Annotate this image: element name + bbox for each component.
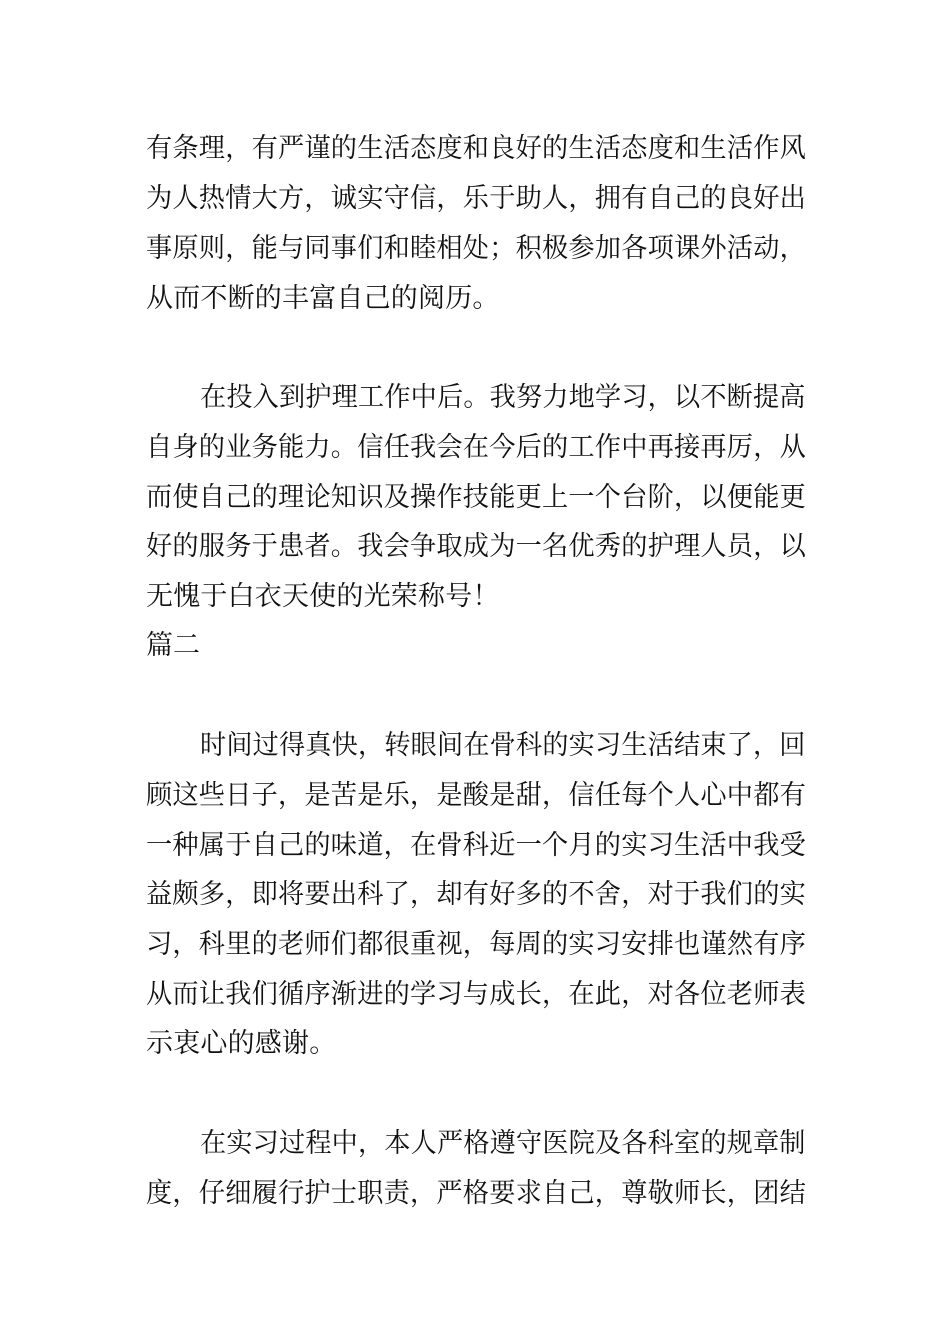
paragraph-3-line-4: 益颇多，即将要出科了，却有好多的不舍，对于我们的实 <box>146 879 807 910</box>
paragraph-2-line-3: 而使自己的理论知识及操作技能更上一个台阶，以便能更 <box>146 482 807 513</box>
paragraph-2-line-1: 在投入到护理工作中后。我努力地学习，以不断提高 <box>200 382 806 413</box>
paragraph-2-line-2: 自身的业务能力。信任我会在今后的工作中再接再厉，从 <box>146 432 807 463</box>
paragraph-3-line-7: 示衷心的感谢。 <box>146 1028 337 1059</box>
paragraph-1-line-3: 事原则，能与同事们和睦相处；积极参加各项课外活动， <box>146 233 807 264</box>
paragraph-1-line-2: 为人热情大方，诚实守信，乐于助人，拥有自己的良好出 <box>146 183 807 214</box>
paragraph-3-line-5: 习，科里的老师们都很重视，每周的实习安排也谨然有序 <box>146 929 807 960</box>
paragraph-3-line-6: 从而让我们循序渐进的学习与成长，在此，对各位老师表 <box>146 979 807 1010</box>
paragraph-4-line-1: 在实习过程中，本人严格遵守医院及各科室的规章制 <box>200 1128 806 1159</box>
paragraph-3-line-1: 时间过得真快，转眼间在骨科的实习生活结束了，回 <box>200 730 806 761</box>
paragraph-3-line-3: 一种属于自己的味道，在骨科近一个月的实习生活中我受 <box>146 830 807 861</box>
section-heading: 篇二 <box>146 630 200 661</box>
paragraph-2-line-5: 无愧于白衣天使的光荣称号！ <box>146 581 500 612</box>
paragraph-1-line-1: 有条理，有严谨的生活态度和良好的生活态度和生活作风 <box>146 133 807 164</box>
paragraph-2-line-4: 好的服务于患者。我会争取成为一名优秀的护理人员，以 <box>146 531 807 562</box>
paragraph-4-line-2: 度，仔细履行护士职责，严格要求自己，尊敬师长，团结 <box>146 1178 807 1209</box>
paragraph-1-line-4: 从而不断的丰富自己的阅历。 <box>146 283 500 314</box>
paragraph-3-line-2: 顾这些日子，是苦是乐，是酸是甜，信任每个人心中都有 <box>146 780 807 811</box>
